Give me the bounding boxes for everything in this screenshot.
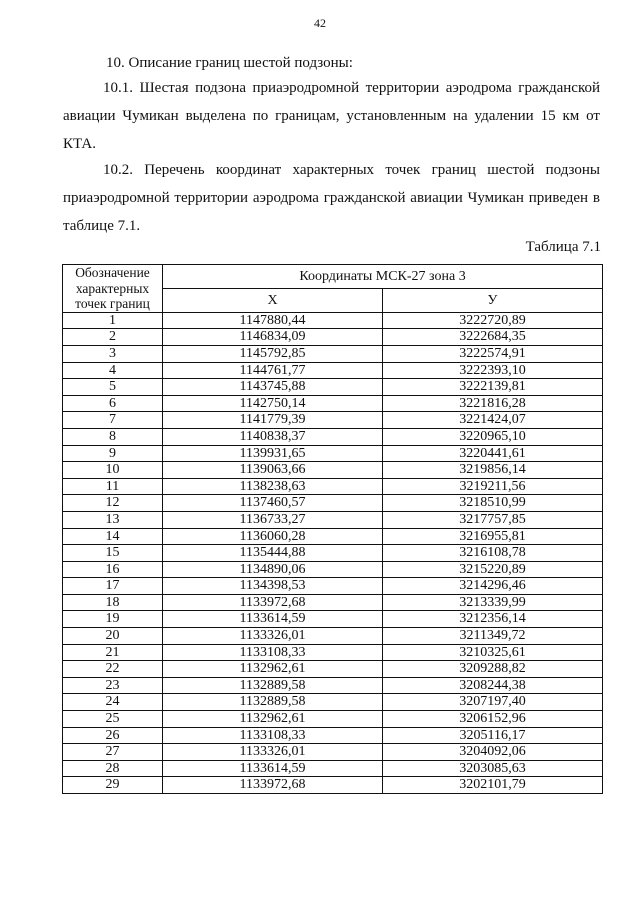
y-coordinate-cell: 3216955,81 [383, 528, 603, 545]
x-coordinate-cell: 1132889,58 [163, 694, 383, 711]
y-coordinate-cell: 3222139,81 [383, 379, 603, 396]
x-coordinate-cell: 1132889,58 [163, 677, 383, 694]
point-number-cell: 18 [63, 594, 163, 611]
y-coordinate-cell: 3205116,17 [383, 727, 603, 744]
table-row [63, 611, 603, 628]
point-number-cell: 23 [63, 677, 163, 694]
x-coordinate-cell: 1133614,59 [163, 611, 383, 628]
y-coordinate-cell: 3221816,28 [383, 395, 603, 412]
point-number-cell: 13 [63, 511, 163, 528]
table-row [63, 495, 603, 512]
point-number-cell: 12 [63, 495, 163, 512]
point-number-cell: 14 [63, 528, 163, 545]
table-body [63, 312, 603, 793]
table-row [63, 345, 603, 362]
y-coordinate-cell: 3216108,78 [383, 545, 603, 562]
point-number-cell: 11 [63, 478, 163, 495]
y-coordinate-cell: 3222684,35 [383, 329, 603, 346]
x-coordinate-cell: 1146834,09 [163, 329, 383, 346]
table-row [63, 528, 603, 545]
table-row [63, 312, 603, 329]
y-coordinate-cell: 3214296,46 [383, 578, 603, 595]
x-coordinate-cell: 1142750,14 [163, 395, 383, 412]
point-number-cell: 20 [63, 628, 163, 645]
point-number-cell: 24 [63, 694, 163, 711]
y-coordinate-cell: 3220441,61 [383, 445, 603, 462]
point-number-cell: 27 [63, 744, 163, 761]
header-x: X [163, 288, 383, 312]
y-coordinate-cell: 3209288,82 [383, 661, 603, 678]
table-row [63, 478, 603, 495]
y-coordinate-cell: 3217757,85 [383, 511, 603, 528]
y-coordinate-cell: 3202101,79 [383, 777, 603, 794]
y-coordinate-cell: 3213339,99 [383, 594, 603, 611]
table-row [63, 744, 603, 761]
x-coordinate-cell: 1143745,88 [163, 379, 383, 396]
x-coordinate-cell: 1133972,68 [163, 594, 383, 611]
x-coordinate-cell: 1133108,33 [163, 727, 383, 744]
point-number-cell: 17 [63, 578, 163, 595]
point-number-cell: 3 [63, 345, 163, 362]
x-coordinate-cell: 1134890,06 [163, 561, 383, 578]
table-row [63, 677, 603, 694]
y-coordinate-cell: 3219211,56 [383, 478, 603, 495]
x-coordinate-cell: 1136733,27 [163, 511, 383, 528]
point-number-cell: 6 [63, 395, 163, 412]
point-number-cell: 5 [63, 379, 163, 396]
table-row [63, 462, 603, 479]
point-number-cell: 2 [63, 329, 163, 346]
y-coordinate-cell: 3208244,38 [383, 677, 603, 694]
y-coordinate-cell: 3206152,96 [383, 711, 603, 728]
table-row [63, 362, 603, 379]
point-number-cell: 7 [63, 412, 163, 429]
table-row [63, 545, 603, 562]
x-coordinate-cell: 1140838,37 [163, 428, 383, 445]
x-coordinate-cell: 1133108,33 [163, 644, 383, 661]
point-number-cell: 29 [63, 777, 163, 794]
x-coordinate-cell: 1132962,61 [163, 711, 383, 728]
y-coordinate-cell: 3218510,99 [383, 495, 603, 512]
y-coordinate-cell: 3222720,89 [383, 312, 603, 329]
point-number-cell: 28 [63, 760, 163, 777]
table-row [63, 445, 603, 462]
page-number: 42 [314, 16, 326, 30]
y-coordinate-cell: 3210325,61 [383, 644, 603, 661]
x-coordinate-cell: 1145792,85 [163, 345, 383, 362]
table-row [63, 661, 603, 678]
x-coordinate-cell: 1134398,53 [163, 578, 383, 595]
table-row [63, 760, 603, 777]
y-coordinate-cell: 3203085,63 [383, 760, 603, 777]
paragraph-10-1: 10.1. Шестая подзона приаэродромной территории аэродрома гражданской авиации Чумикан выделена по границам, установленным на удалении 15 км от КТА. [63, 80, 600, 152]
x-coordinate-cell: 1144761,77 [163, 362, 383, 379]
x-coordinate-cell: 1135444,88 [163, 545, 383, 562]
point-number-cell: 19 [63, 611, 163, 628]
table-row [63, 694, 603, 711]
y-coordinate-cell: 3221424,07 [383, 412, 603, 429]
paragraph-10-2: 10.2. Перечень координат характерных точек границ шестой подзоны приаэродромной территории аэродрома гражданской авиации Чумикан приведен в таблице 7.1. [63, 162, 600, 234]
x-coordinate-cell: 1139931,65 [163, 445, 383, 462]
x-coordinate-cell: 1137460,57 [163, 495, 383, 512]
point-number-cell: 9 [63, 445, 163, 462]
y-coordinate-cell: 3215220,89 [383, 561, 603, 578]
x-coordinate-cell: 1132962,61 [163, 661, 383, 678]
y-coordinate-cell: 3207197,40 [383, 694, 603, 711]
point-number-cell: 1 [63, 312, 163, 329]
x-coordinate-cell: 1147880,44 [163, 312, 383, 329]
table-caption: Таблица 7.1 [525, 239, 601, 255]
table-row [63, 379, 603, 396]
table-row [63, 561, 603, 578]
y-coordinate-cell: 3204092,06 [383, 744, 603, 761]
x-coordinate-cell: 1139063,66 [163, 462, 383, 479]
y-coordinate-cell: 3220965,10 [383, 428, 603, 445]
header-y: У [383, 288, 603, 312]
table-row [63, 594, 603, 611]
y-coordinate-cell: 3222393,10 [383, 362, 603, 379]
y-coordinate-cell: 3219856,14 [383, 462, 603, 479]
table-row [63, 727, 603, 744]
x-coordinate-cell: 1141779,39 [163, 412, 383, 429]
point-number-cell: 10 [63, 462, 163, 479]
section-heading: 10. Описание границ шестой подзоны: [106, 55, 353, 71]
header-points: Обозначение характерных точек границ [63, 265, 163, 313]
point-number-cell: 4 [63, 362, 163, 379]
x-coordinate-cell: 1133326,01 [163, 744, 383, 761]
x-coordinate-cell: 1133326,01 [163, 628, 383, 645]
point-number-cell: 15 [63, 545, 163, 562]
table-row [63, 644, 603, 661]
table-row [63, 777, 603, 794]
table-row [63, 711, 603, 728]
point-number-cell: 8 [63, 428, 163, 445]
table-row [63, 511, 603, 528]
coordinates-table [62, 264, 603, 794]
table-row [63, 412, 603, 429]
point-number-cell: 25 [63, 711, 163, 728]
point-number-cell: 21 [63, 644, 163, 661]
y-coordinate-cell: 3211349,72 [383, 628, 603, 645]
x-coordinate-cell: 1133972,68 [163, 777, 383, 794]
table-row [63, 428, 603, 445]
point-number-cell: 26 [63, 727, 163, 744]
y-coordinate-cell: 3222574,91 [383, 345, 603, 362]
point-number-cell: 16 [63, 561, 163, 578]
table-row [63, 395, 603, 412]
x-coordinate-cell: 1138238,63 [163, 478, 383, 495]
point-number-cell: 22 [63, 661, 163, 678]
table-row [63, 329, 603, 346]
table-row [63, 578, 603, 595]
x-coordinate-cell: 1136060,28 [163, 528, 383, 545]
y-coordinate-cell: 3212356,14 [383, 611, 603, 628]
header-coordinates: Координаты МСК-27 зона 3 [163, 265, 603, 289]
table-row [63, 628, 603, 645]
x-coordinate-cell: 1133614,59 [163, 760, 383, 777]
